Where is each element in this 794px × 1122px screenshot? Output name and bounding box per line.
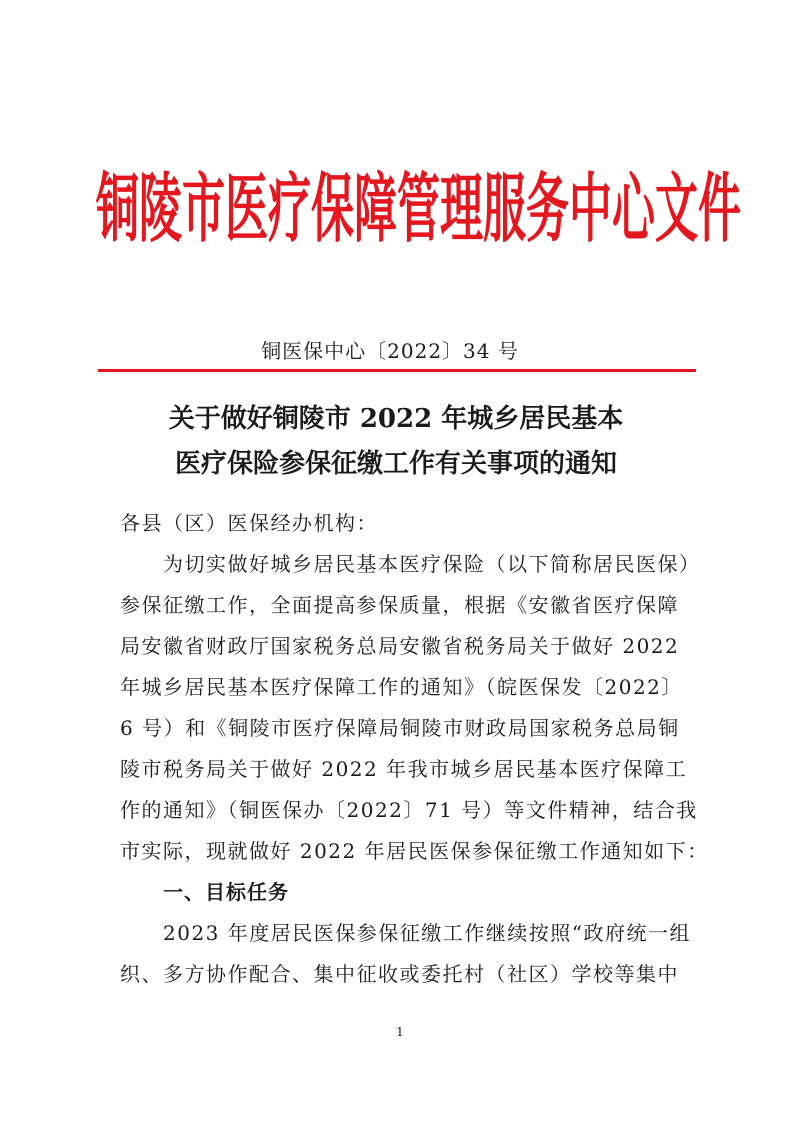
paragraph-line: 市实际，现就做好 2022 年居民医保参保征缴工作通知如下： xyxy=(120,839,709,863)
masthead-title: 铜陵市医疗保障管理服务中心文件 xyxy=(96,166,741,254)
section-heading-targets: 一、目标任务 xyxy=(163,880,289,904)
notice-title-line-1: 关于做好铜陵市 2022 年城乡居民基本 xyxy=(168,404,624,434)
paragraph-line: 作的通知》（铜医保办〔2022〕71 号）等文件精神，结合我 xyxy=(120,798,698,822)
paragraph-line: 局安徽省财政厅国家税务总局安徽省税务局关于做好 2022 xyxy=(120,634,680,658)
paragraph-line: 参保征缴工作，全面提高参保质量，根据《安徽省医疗保障 xyxy=(120,593,679,617)
page-number: 1 xyxy=(396,1025,404,1039)
red-divider-line xyxy=(98,369,696,372)
paragraph-line: 6 号）和《铜陵市医疗保障局铜陵市财政局国家税务总局铜 xyxy=(120,716,680,740)
salutation: 各县（区）医保经办机构： xyxy=(120,511,378,535)
paragraph-line: 2023 年度居民医保参保征缴工作继续按照“政府统一组 xyxy=(163,921,691,945)
paragraph-line: 年城乡居民基本医疗保障工作的通知》（皖医保发〔2022〕 xyxy=(120,675,683,699)
notice-title-line-2: 医疗保险参保征缴工作有关事项的通知 xyxy=(174,449,617,479)
paragraph-line: 为切实做好城乡居民基本医疗保险（以下简称居民医保） xyxy=(163,552,701,576)
paragraph-line: 陵市税务局关于做好 2022 年我市城乡居民基本医疗保障工 xyxy=(120,757,688,781)
paragraph-line: 织、多方协作配合、集中征收或委托村（社区）学校等集中 xyxy=(120,962,679,986)
document-number: 铜医保中心〔2022〕34 号 xyxy=(261,339,519,363)
